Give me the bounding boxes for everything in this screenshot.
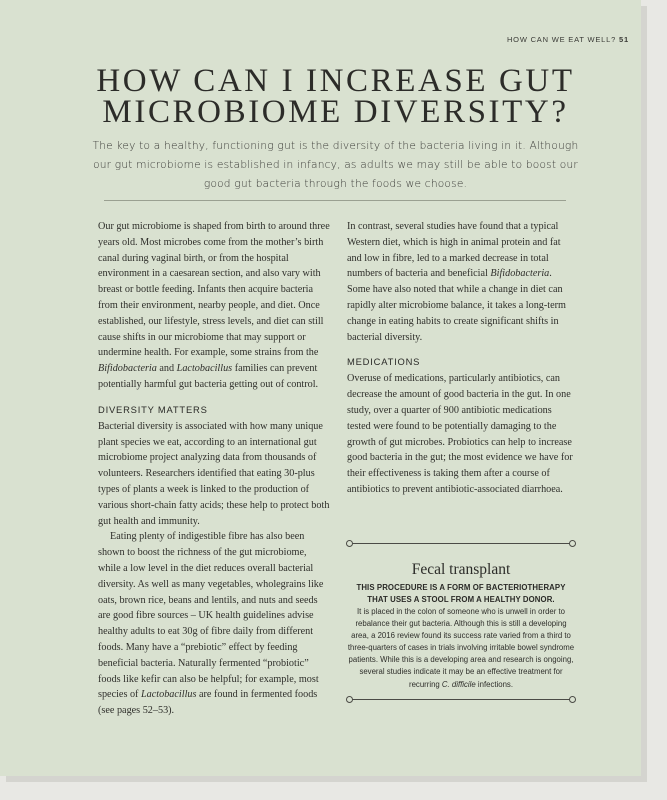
paragraph: Our gut microbiome is shaped from birth to around three years old. Most microbes come from the mother’s birth canal during vaginal birth, or from the hospital environment in a caesarean section, and also vary with breast or bottle feeding. Infants then acquire bacteria from their environment, nearby people, and diet. Once established, our lifestyle, stress levels, and diet can still cause shifts in our microbiome that may support or undermine health. For example, some strains from the Bifidobacteria and Lactobacillus families can prevent potentially harmful gut bacteria getting out of control.: [98, 221, 330, 390]
genus-name: Bifidobacteria: [490, 268, 550, 280]
box-top-rule: [346, 540, 576, 547]
genus-name: Lactobacillus: [141, 689, 197, 701]
feature-box-lead: THIS PROCEDURE IS A FORM OF BACTERIOTHERAPY THAT USES A STOOL FROM A HEALTHY DONOR.: [356, 583, 566, 604]
intro-text: The key to a healthy, functioning gut is the diversity of the bacteria living in it. Although our gut microbiome is established in infancy, as adults we may still be able to boost our good gut bacteria through the foods we choose.: [92, 140, 579, 190]
page-title: HOW CAN I INCREASE GUT MICROBIOME DIVERSITY?: [96, 63, 575, 130]
subheading-medications: MEDICATIONS: [347, 356, 421, 368]
page-number: 51: [619, 35, 629, 44]
intro-divider: [104, 200, 566, 201]
genus-name: Lactobacillus: [176, 363, 233, 375]
paragraph: Overuse of medications, particularly antibiotics, can decrease the amount of good bacteria in the gut. In one study, over a quarter of 900 antibiotic medications tested were found to be potentially damaging to the growth of gut microbes. Probiotics can help to increase good bacteria in the gut; the most evidence we have for their effectiveness is taking them after a course of antibiotics to prevent antibiotic-associated diarrhoea.: [347, 373, 573, 495]
left-column: [98, 219, 330, 719]
page-edge-shadow: [6, 776, 647, 782]
genus-name: Bifidobacteria: [98, 363, 157, 375]
paragraph: In contrast, several studies have found that a typical Western diet, which is high in animal protein and fat and low in fibre, led to a marked decrease in total numbers of bacteria and beneficial Bifidobacteria. Some have also noted that while a change in diet can rapidly alter microbiome balance, it takes a long-term change in eating habits to create significant shifts in bacterial diversity.: [347, 221, 566, 343]
feature-box-body: It is placed in the colon of someone who is unwell in order to rebalance their gut bacteria. Although this is still a developing area, a 2016 review found its success rate varied from a third to three-quarters of cases in trials involving irritable bowel syndrome patients. While this is a developing area and research is ongoing, several studies indicate it may be an effective treatment for recurring C. difficile infections.: [347, 607, 575, 689]
subheading-diversity: DIVERSITY MATTERS: [98, 403, 208, 415]
box-bottom-rule: [346, 696, 576, 703]
feature-box-title: Fecal transplant: [411, 561, 511, 578]
right-column: [347, 219, 577, 498]
species-name: C. difficile: [441, 679, 476, 689]
paragraph: Bacterial diversity is associated with how many unique plant species we eat, according to an international gut microbiome project analyzing data from thousands of volunteers. Researchers identified that eating 30-plus types of plants a week is linked to the production of various short-chain fatty acids; these help to protect both gut health and immunity.: [98, 420, 330, 527]
section-label: HOW CAN WE EAT WELL?: [506, 35, 617, 44]
paragraph: Eating plenty of indigestible fibre has also been shown to boost the richness of the gut microbiome, while a low level in the diet reduces overall bacterial diversity. As well as many vegetables, wholegrains like oats, brown rice, beans and lentils, and nuts and seeds are good fibre sources – UK health guidelines advise healthy adults to eat 30g of fibre daily from different foods. Many have a “prebiotic” effect by feeding beneficial bacteria. Naturally fermented “probiotic” foods like kefir can also be helpful; for example, most species of Lactobacillus are found in fermented foods (see pages 52–53).: [98, 531, 324, 717]
running-header: [507, 35, 629, 44]
page-edge-shadow: [641, 6, 647, 782]
